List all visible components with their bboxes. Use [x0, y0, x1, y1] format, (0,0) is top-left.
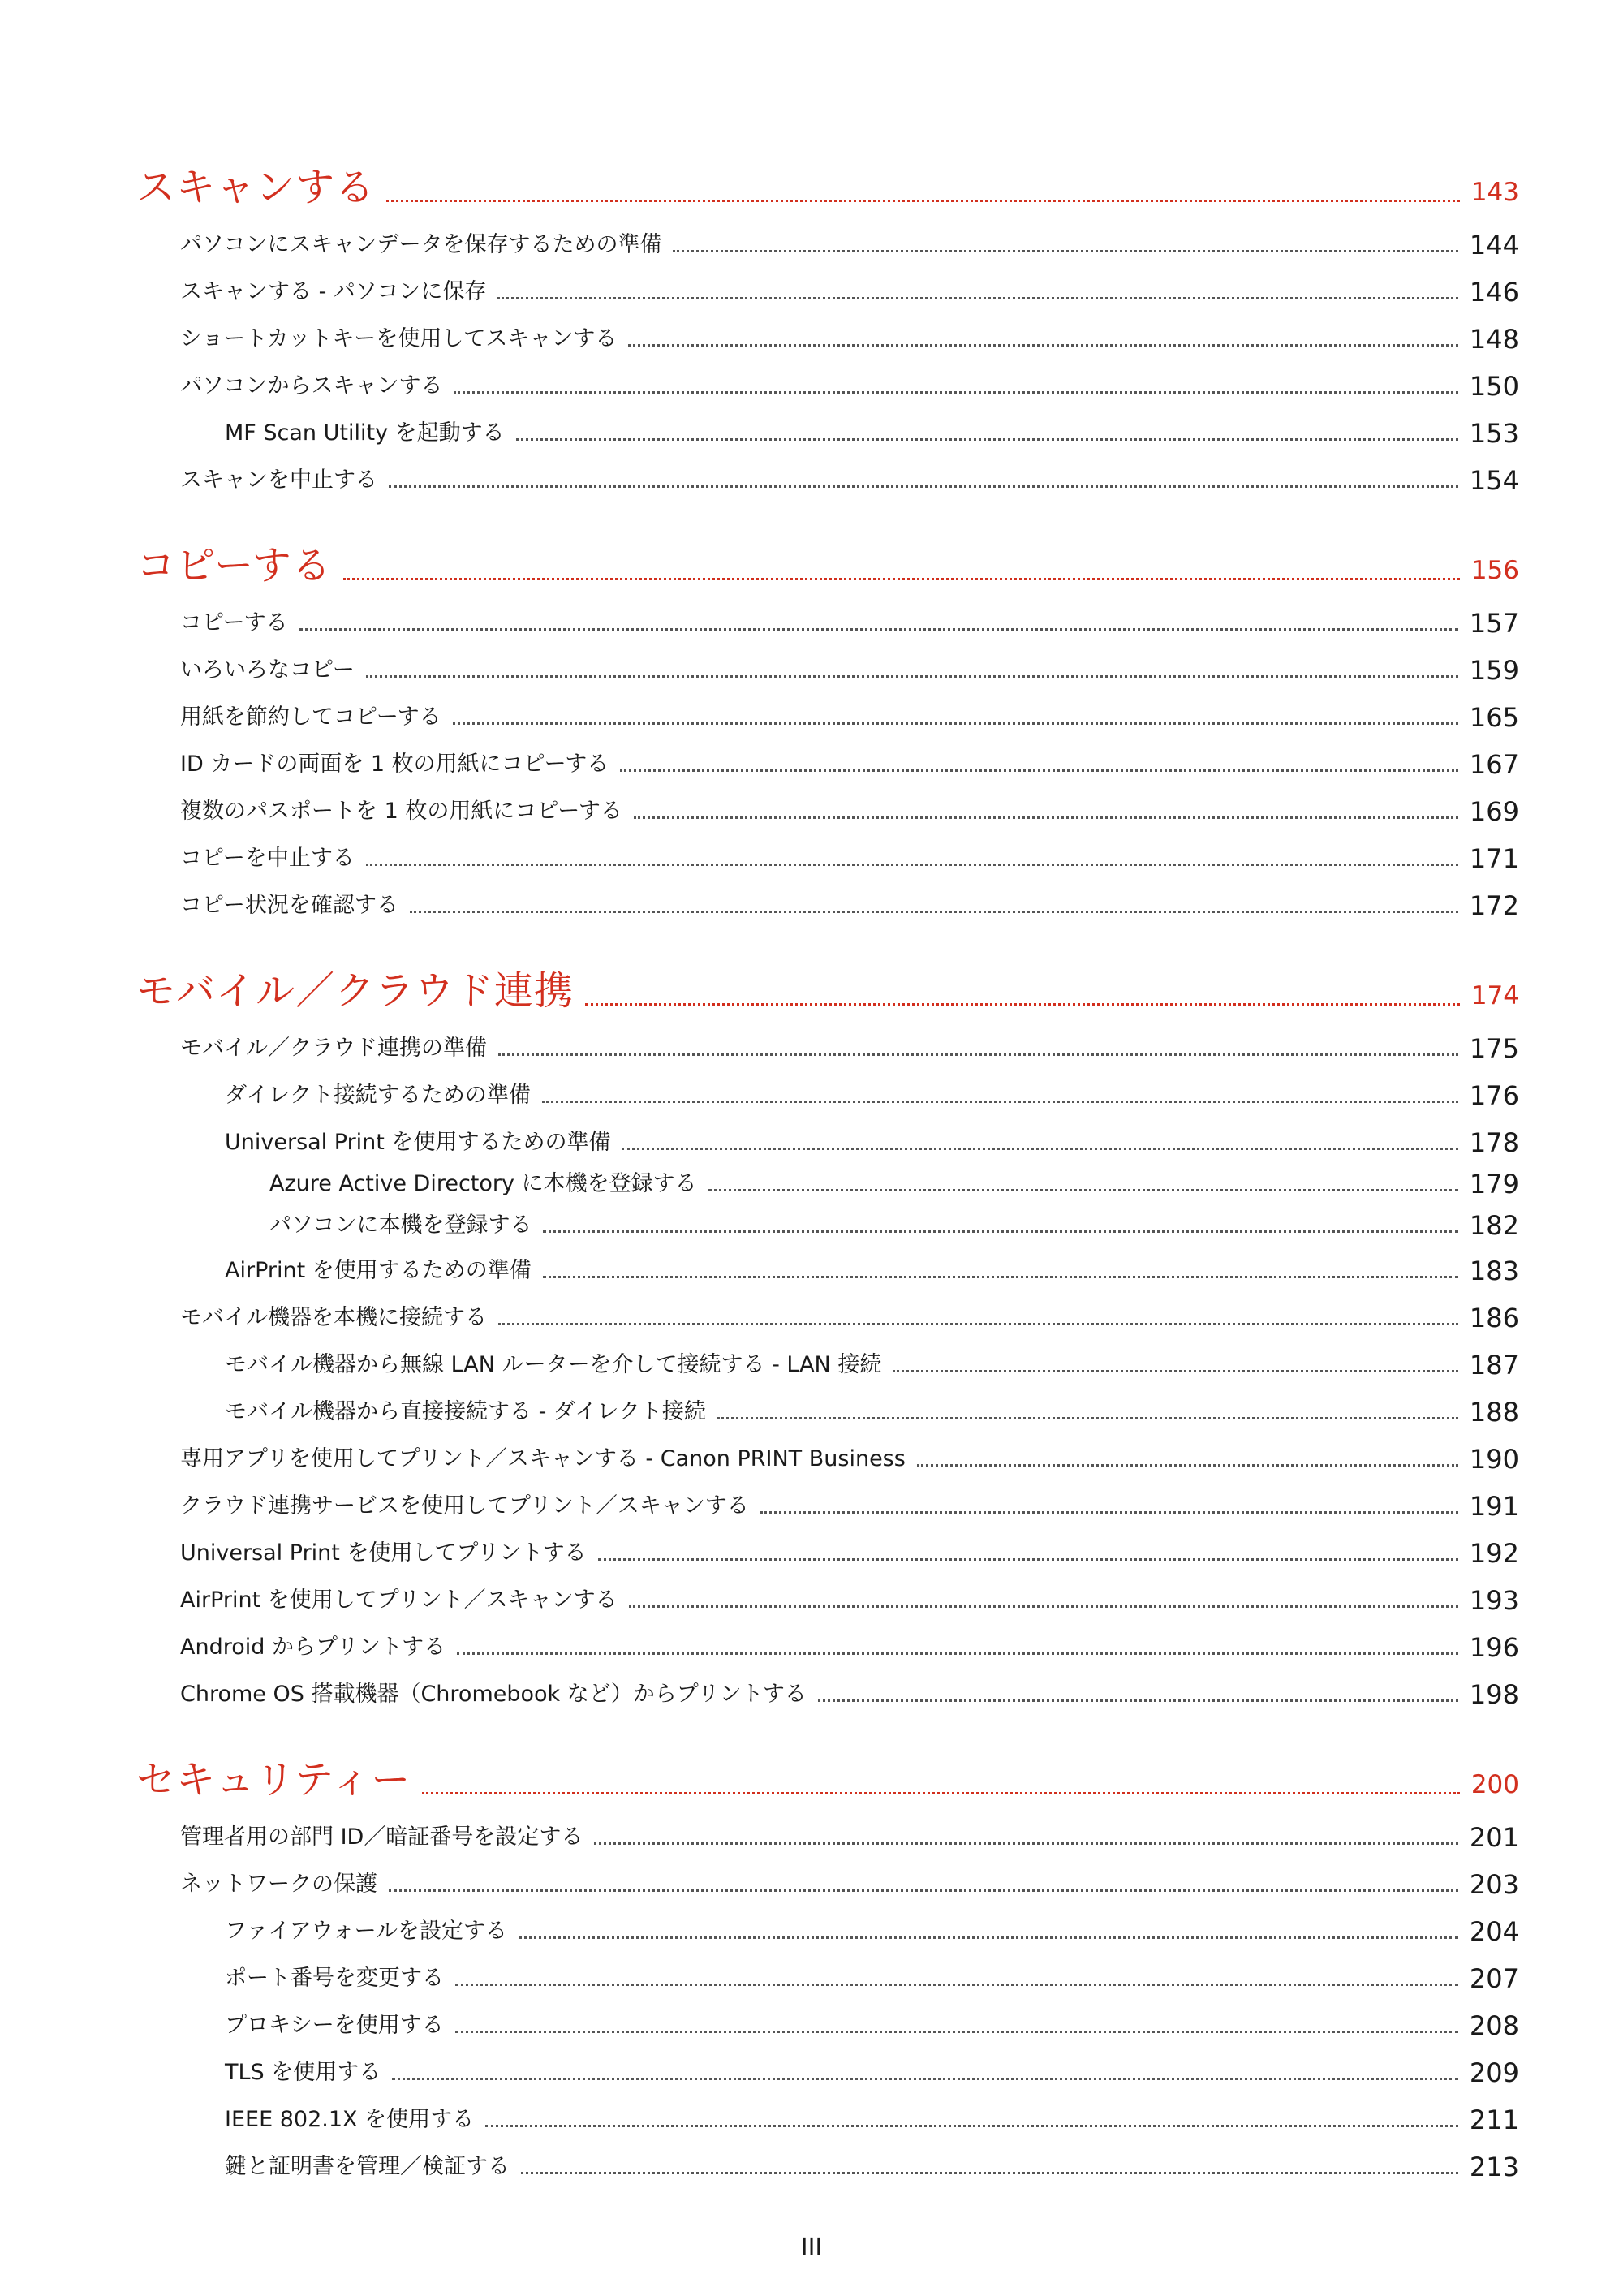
- toc-entry-label: スキャンを中止する: [180, 467, 377, 493]
- dot-leader: [543, 1276, 1458, 1278]
- toc-entry[interactable]: [0, 2011, 1623, 2040]
- toc-entry[interactable]: [0, 1303, 1623, 1333]
- toc-entry[interactable]: [0, 1445, 1623, 1474]
- toc-entry-label: パソコンに本機を登録する: [269, 1213, 532, 1238]
- toc-entry-page-number: 169: [1469, 796, 1519, 827]
- toc-entry-label: Chrome OS 搭載機器（Chromebook など）からプリントする: [180, 1682, 807, 1707]
- dot-leader: [516, 438, 1458, 441]
- toc-entry-page-number: 193: [1469, 1585, 1519, 1616]
- toc-entry-label: いろいろなコピー: [180, 657, 355, 683]
- toc-entry-page-number: 207: [1469, 1963, 1519, 1994]
- toc-entry[interactable]: [0, 1964, 1623, 1993]
- toc-entry-page-number: 171: [1469, 843, 1519, 874]
- toc-entry-page-number: 159: [1469, 655, 1519, 686]
- toc-entry-page-number: 186: [1469, 1303, 1519, 1333]
- dot-leader: [498, 1323, 1458, 1325]
- toc-entry[interactable]: [0, 1170, 1623, 1199]
- dot-leader: [386, 200, 1460, 202]
- dot-leader: [299, 628, 1458, 631]
- toc-entry[interactable]: [0, 2058, 1623, 2087]
- toc-chapter-entry[interactable]: [0, 968, 1623, 1014]
- toc-entry-label: モバイル機器から無線 LAN ルーターを介して接続する - LAN 接続: [225, 1352, 882, 1377]
- dot-leader: [497, 297, 1458, 299]
- toc-entry-page-number: 190: [1469, 1444, 1519, 1475]
- toc-entry[interactable]: [0, 230, 1623, 260]
- toc-entry-page-number: 165: [1469, 702, 1519, 733]
- toc-entry-page-number: 208: [1469, 2010, 1519, 2041]
- toc-entry-label: Android からプリントする: [180, 1635, 446, 1660]
- dot-leader: [366, 675, 1458, 678]
- dot-leader: [453, 722, 1458, 725]
- dot-leader: [634, 816, 1458, 819]
- toc-entry-label: IEEE 802.1X を使用する: [225, 2107, 475, 2132]
- toc-entry[interactable]: [0, 1350, 1623, 1380]
- page-number-footer: III: [800, 2234, 823, 2262]
- toc-entry-label: セキュリティー: [136, 1757, 411, 1803]
- dot-leader: [708, 1189, 1458, 1191]
- toc-entry[interactable]: [0, 1398, 1623, 1427]
- dot-leader: [717, 1417, 1458, 1419]
- toc-entry-label: 鍵と証明書を管理／検証する: [225, 2154, 510, 2179]
- toc-entry-page-number: 148: [1469, 324, 1519, 355]
- toc-entry-page-number: 183: [1469, 1256, 1519, 1286]
- toc-entry-page-number: 157: [1469, 608, 1519, 639]
- toc-entry-label: パソコンからスキャンする: [180, 373, 443, 398]
- toc-entry-page-number: 203: [1469, 1869, 1519, 1900]
- toc-entry[interactable]: [0, 278, 1623, 307]
- toc-entry-label: Universal Print を使用するための準備: [225, 1130, 611, 1155]
- toc-entry-label: パソコンにスキャンデータを保存するための準備: [180, 232, 662, 257]
- toc-entry-label: モバイル／クラウド連携: [136, 968, 575, 1014]
- toc-entry-page-number: 178: [1469, 1127, 1519, 1158]
- toc-entry[interactable]: [0, 1870, 1623, 1899]
- toc-entry-page-number: 209: [1469, 2057, 1519, 2088]
- dot-leader: [542, 1101, 1458, 1103]
- toc-entry-label: スキャンする - パソコンに保存: [180, 279, 487, 304]
- dot-leader: [893, 1370, 1458, 1372]
- dot-leader: [498, 1053, 1458, 1056]
- toc-entry-page-number: 201: [1469, 1822, 1519, 1853]
- toc-entry[interactable]: [0, 1128, 1623, 1157]
- toc-entry[interactable]: [0, 1586, 1623, 1615]
- dot-leader: [392, 2078, 1458, 2080]
- toc-entry-label: AirPrint を使用してプリント／スキャンする: [180, 1587, 618, 1613]
- toc-entry[interactable]: [0, 1081, 1623, 1110]
- dot-leader: [673, 250, 1457, 252]
- dot-leader: [543, 1230, 1457, 1233]
- toc-entry-page-number: 179: [1469, 1169, 1519, 1200]
- toc-entry-label: AirPrint を使用するための準備: [225, 1258, 532, 1283]
- toc-entry-label: コピーを中止する: [180, 846, 355, 871]
- toc-entry-page-number: 172: [1469, 890, 1519, 921]
- toc-entry-label: ID カードの両面を 1 枚の用紙にコピーする: [180, 752, 609, 777]
- toc-entry-page-number: 204: [1469, 1916, 1519, 1947]
- toc-entry-page-number: 211: [1469, 2104, 1519, 2135]
- toc-entry-page-number: 191: [1469, 1491, 1519, 1522]
- dot-leader: [585, 1003, 1460, 1006]
- toc-entry-label: モバイル機器を本機に接続する: [180, 1305, 487, 1330]
- dot-leader: [598, 1558, 1458, 1561]
- dot-leader: [628, 344, 1458, 347]
- toc-entry-label: ダイレクト接続するための準備: [225, 1083, 531, 1108]
- toc-entry-page-number: 143: [1470, 178, 1519, 207]
- dot-leader: [455, 2031, 1458, 2033]
- toc-entry-label: ファイアウォールを設定する: [225, 1919, 508, 1944]
- toc-chapter-entry[interactable]: [0, 165, 1623, 210]
- toc-entry-label: モバイル機器から直接接続する - ダイレクト接続: [225, 1399, 706, 1424]
- toc-entry-label: Universal Print を使用してプリントする: [180, 1540, 587, 1566]
- dot-leader: [760, 1511, 1458, 1514]
- toc-entry-page-number: 188: [1469, 1397, 1519, 1428]
- toc-entry-page-number: 153: [1469, 418, 1519, 449]
- toc-entry[interactable]: [0, 703, 1623, 732]
- toc-entry-page-number: 144: [1469, 230, 1519, 261]
- toc-entry-label: コピーする: [180, 610, 288, 635]
- toc-chapter-entry[interactable]: [0, 543, 1623, 588]
- toc-entry-page-number: 175: [1469, 1033, 1519, 1064]
- toc-entry-label: ポート番号を変更する: [225, 1966, 444, 1991]
- toc-entry-label: MF Scan Utility を起動する: [225, 420, 505, 446]
- toc-entry[interactable]: [0, 844, 1623, 873]
- toc-entry[interactable]: [0, 2152, 1623, 2182]
- toc-entry-label: コピーする: [136, 543, 332, 588]
- dot-leader: [629, 1605, 1458, 1608]
- dot-leader: [389, 485, 1458, 488]
- toc-entry-page-number: 167: [1469, 749, 1519, 780]
- toc-entry[interactable]: [0, 1256, 1623, 1286]
- toc-entry-label: 専用アプリを使用してプリント／スキャンする - Canon PRINT Business: [180, 1446, 906, 1471]
- toc-entry-page-number: 200: [1470, 1770, 1519, 1799]
- toc-entry-label: コピー状況を確認する: [180, 893, 398, 918]
- toc-entry-label: Azure Active Directory に本機を登録する: [269, 1171, 697, 1196]
- dot-leader: [389, 1889, 1458, 1892]
- toc-entry[interactable]: [0, 797, 1623, 826]
- dot-leader: [519, 1936, 1458, 1939]
- dot-leader: [622, 1148, 1457, 1150]
- dot-leader: [343, 578, 1460, 580]
- dot-leader: [620, 769, 1458, 772]
- toc-entry[interactable]: [0, 1633, 1623, 1662]
- toc-entry[interactable]: [0, 372, 1623, 401]
- toc-entry[interactable]: [0, 2105, 1623, 2134]
- toc-entry-page-number: 150: [1469, 371, 1519, 402]
- toc-entry[interactable]: [0, 1823, 1623, 1852]
- toc-entry[interactable]: [0, 325, 1623, 354]
- dot-leader: [454, 391, 1457, 394]
- toc-entry[interactable]: [0, 609, 1623, 638]
- toc-entry-page-number: 182: [1469, 1210, 1519, 1241]
- dot-leader: [485, 2125, 1458, 2127]
- toc-entry-label: 管理者用の部門 ID／暗証番号を設定する: [180, 1824, 583, 1850]
- dot-leader: [457, 1652, 1458, 1655]
- toc-entry-page-number: 213: [1469, 2152, 1519, 2182]
- toc-entry-label: 複数のパスポートを 1 枚の用紙にコピーする: [180, 799, 622, 824]
- toc-entry-page-number: 176: [1469, 1080, 1519, 1111]
- toc-entry[interactable]: [0, 1034, 1623, 1063]
- toc-entry[interactable]: [0, 1917, 1623, 1946]
- dot-leader: [455, 1984, 1458, 1986]
- dot-leader: [422, 1792, 1460, 1794]
- toc-entry-label: スキャンする: [136, 165, 376, 210]
- toc-entry[interactable]: [0, 466, 1623, 495]
- toc-entry-page-number: 174: [1470, 981, 1519, 1010]
- dot-leader: [594, 1842, 1458, 1845]
- dot-leader: [818, 1699, 1458, 1702]
- toc-entry-page-number: 154: [1469, 465, 1519, 496]
- toc-entry[interactable]: [0, 1680, 1623, 1709]
- toc-entry[interactable]: [0, 891, 1623, 920]
- toc-chapter-entry[interactable]: [0, 1757, 1623, 1803]
- toc-entry-label: プロキシーを使用する: [225, 2013, 444, 2038]
- toc-entry-label: クラウド連携サービスを使用してプリント／スキャンする: [180, 1493, 749, 1518]
- toc-entry-page-number: 156: [1470, 556, 1519, 585]
- toc-entry[interactable]: [0, 1211, 1623, 1240]
- toc-entry-label: TLS を使用する: [225, 2060, 381, 2085]
- toc-entry[interactable]: [0, 750, 1623, 779]
- toc-entry-page-number: 198: [1469, 1679, 1519, 1710]
- dot-leader: [521, 2172, 1458, 2174]
- toc-entry-label: 用紙を節約してコピーする: [180, 704, 441, 730]
- dot-leader: [410, 911, 1458, 913]
- toc-entry[interactable]: [0, 1492, 1623, 1521]
- toc-entry[interactable]: [0, 419, 1623, 448]
- toc-entry-page-number: 192: [1469, 1538, 1519, 1569]
- toc-entry[interactable]: [0, 656, 1623, 685]
- toc-entry-page-number: 146: [1469, 277, 1519, 308]
- toc-entry-label: ネットワークの保護: [180, 1872, 377, 1897]
- toc-entry[interactable]: [0, 1539, 1623, 1568]
- dot-leader: [917, 1464, 1458, 1467]
- toc-entry-label: ショートカットキーを使用してスキャンする: [180, 326, 618, 351]
- toc-entry-label: モバイル／クラウド連携の準備: [180, 1036, 487, 1061]
- toc-entry-page-number: 187: [1469, 1350, 1519, 1381]
- toc-entry-page-number: 196: [1469, 1632, 1519, 1663]
- dot-leader: [366, 864, 1458, 866]
